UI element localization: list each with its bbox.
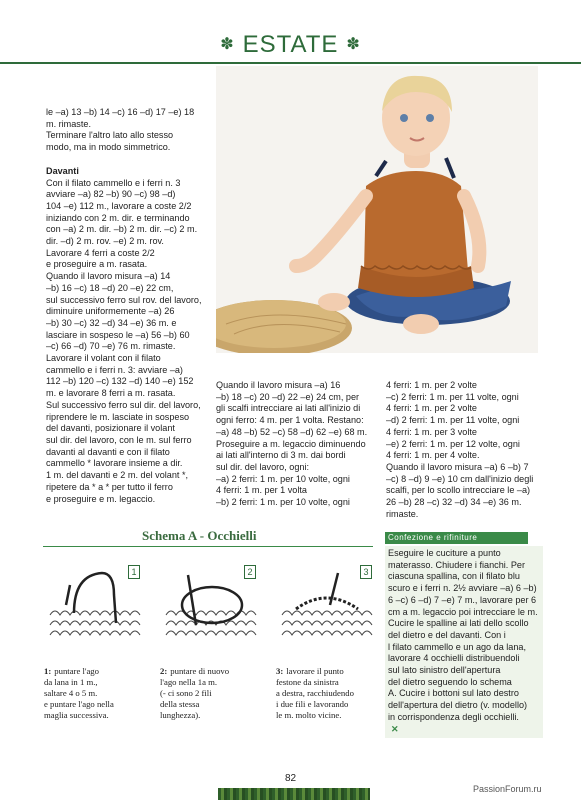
step-3-badge: 3	[360, 565, 372, 579]
text-line: –e) 2 ferri: 1 m. per 12 volte, ogni	[386, 438, 520, 449]
schema-divider	[43, 546, 373, 547]
text-line: cm a m. legaccio poi intrecciare le m.	[388, 606, 538, 617]
text-line: ripetere da * a * per tutto il ferro	[46, 481, 173, 492]
text-line: con –a) 2 m. dir. –b) 2 m. dir. –c) 2 m.	[46, 224, 198, 235]
watermark: PassionForum.ru	[473, 784, 542, 794]
text-line: Terminare l'altro lato allo stesso	[46, 130, 174, 141]
caption-first-line	[276, 666, 372, 677]
text-line: 4 ferri: 1 m. per 4 volte.	[386, 450, 480, 461]
text-line: –b) 18 –c) 20 –d) 22 –e) 24 cm, per	[216, 391, 360, 402]
text-line: Cucire le spalline ai lati dello scollo	[388, 618, 529, 629]
schema-step-1-diagram	[44, 565, 144, 645]
text-line: –b) 2 ferri: 1 m. per 10 volte, ogni	[216, 497, 350, 508]
schema-title: Schema A - Occhielli	[142, 528, 257, 543]
caption-line: della stessa	[160, 699, 200, 709]
caption-line: (- ci sono 2 fili	[160, 688, 212, 698]
text-column-1	[46, 107, 216, 505]
text-line: –d) 2 ferri: 1 m. per 11 volte, ogni	[386, 415, 520, 426]
text-line: 112 –b) 120 –c) 132 –d) 140 –e) 152	[46, 376, 194, 387]
baby-illustration	[216, 66, 538, 353]
caption-line: l'ago nella 1a m.	[160, 677, 218, 687]
header-divider	[0, 62, 581, 64]
text-line: Lavorare il volant con il filato	[46, 353, 161, 364]
text-line: sul dir. del lavoro, con le m. sul ferro	[46, 434, 192, 445]
text-line: –a) 2 ferri: 1 m. per 10 volte, ogni	[216, 473, 350, 484]
text-line: scuro e i ferri n. 2½ avviare –a) 6 –b)	[388, 583, 537, 594]
text-line: del davanti, posizionare il volant	[46, 423, 175, 434]
text-line: avviare –a) 82 –b) 90 –c) 98 –d)	[46, 189, 176, 200]
step-number-label: 1:	[44, 666, 52, 676]
text-line: Eseguire le cuciture a punto	[388, 548, 501, 558]
caption-line: lavorare il punto	[286, 666, 344, 676]
flower-ornament-icon: ✽	[346, 36, 361, 53]
text-line: A. Cucire i bottoni sul lato destro	[388, 688, 519, 699]
text-column-2	[216, 380, 386, 509]
caption-line: saltare 4 o 5 m.	[44, 688, 98, 698]
caption-line: da lana in 1 m.,	[44, 677, 98, 687]
text-line: sul lato sinistro dell'apertura	[388, 665, 501, 676]
step-number-label: 2:	[160, 666, 168, 676]
schema-step-2-diagram	[160, 565, 260, 645]
text-line: 4 ferri: 1 m. per 1 volta	[216, 485, 307, 496]
text-line: gli scalfi intrecciare ai lati all'inizio di	[216, 403, 361, 414]
caption-first-line	[160, 666, 256, 677]
text-line: 1 m. del davanti e 2 m. del volant *,	[46, 470, 189, 481]
text-line: e proseguire e m. legaccio.	[46, 493, 156, 504]
text-line: dell'apertura del dietro (v. modello)	[388, 700, 528, 711]
end-mark-icon: ✕	[391, 723, 399, 734]
text-line: 104 –e) 112 m., lavorare a coste 2/2	[46, 200, 192, 211]
caption-line: i due fili e lavorando	[276, 699, 349, 709]
text-line: 4 ferri: 1 m. per 2 volte	[386, 380, 477, 390]
text-line: del dietro e del davanti. Con i	[388, 629, 506, 640]
caption-first-line	[44, 666, 140, 677]
text-line: modo, ma in modo simmetrico.	[46, 142, 171, 153]
schema-step-1-caption	[44, 666, 140, 721]
text-line: scalfi, per lo scollo intrecciare le –a)	[386, 485, 531, 496]
text-line: –c) 8 –d) 9 –e) 10 cm dall'inizio degli	[386, 473, 534, 484]
caption-line: puntare l'ago	[54, 666, 99, 676]
text-line: Quando il lavoro misura –a) 6 –b) 7	[386, 461, 529, 472]
text-line: sul dir. del lavoro, ogni:	[216, 461, 310, 472]
schema-step-3-caption	[276, 666, 372, 721]
text-line: –c) 66 –d) 70 –e) 76 m. rimaste.	[46, 341, 176, 352]
page-header	[0, 31, 581, 59]
text-line: del dietro seguendo lo schema	[388, 676, 512, 687]
text-line: davanti al davanti e con il filato	[46, 446, 170, 457]
schema-step-3-diagram	[276, 565, 376, 645]
text-line: lasciare in sospeso le –a) 56 –b) 60	[46, 329, 190, 340]
step-1-badge: 1	[128, 565, 140, 579]
text-line: Proseguire a m. legaccio diminuendo	[216, 438, 366, 449]
text-line: 4 ferri: 1 m. per 2 volte	[386, 403, 477, 414]
text-line: ciascuna spallina, con il filato blu	[388, 571, 520, 582]
flower-ornament-icon: ✽	[220, 36, 235, 53]
text-line: Sul successivo ferro sul dir. del lavoro,	[46, 399, 201, 410]
text-line: –b) 30 –c) 32 –d) 34 –e) 36 m. e	[46, 317, 177, 328]
caption-line: puntare di nuovo	[170, 666, 230, 676]
text-line: ogni ferro: 4 m. per 1 volta. Restano:	[216, 415, 364, 426]
text-line: –a) 48 –b) 52 –c) 58 –d) 62 –e) 68 m.	[216, 426, 368, 437]
text-line: m. e lavorare 8 ferri a m. rasata.	[46, 388, 176, 399]
text-line: –c) 2 ferri: 1 m. per 11 volte, ogni	[386, 391, 519, 402]
text-line: cammello * lavorare insieme a dir.	[46, 458, 183, 469]
text-line: lavorare 4 occhielli distribuendoli	[388, 653, 520, 664]
text-line: 4 ferri: 1 m. per 3 volte	[386, 426, 477, 437]
caption-line: le m. molto vicine.	[276, 710, 342, 720]
text-line: Lavorare 4 ferri a coste 2/2	[46, 247, 155, 258]
page-number: 82	[284, 773, 297, 784]
caption-line: maglia successiva.	[44, 710, 109, 720]
text-column-3	[386, 380, 546, 520]
text-line: in corrispondenza degli occhielli.	[388, 711, 519, 722]
section-title: ESTATE	[242, 31, 339, 58]
text-line: rimaste.	[386, 508, 419, 519]
step-2-badge: 2	[244, 565, 256, 579]
step-number-label: 3:	[276, 666, 284, 676]
davanti-body	[46, 178, 216, 506]
text-line: –b) 16 –c) 18 –d) 20 –e) 22 cm,	[46, 282, 174, 293]
davanti-heading: Davanti	[46, 165, 79, 176]
text-line: m. rimaste.	[46, 118, 91, 129]
text-line: sul successivo ferro sul rov. del lavoro,	[46, 294, 202, 305]
text-line: le –a) 13 –b) 14 –c) 16 –d) 17 –e) 18	[46, 107, 195, 117]
knit-texture-strip	[218, 788, 370, 800]
text-line: dir. –d) 2 m. rov. –e) 2 m. rov.	[46, 236, 164, 247]
text-line: 26 –b) 28 –c) 32 –d) 34 –e) 36 m.	[386, 497, 522, 508]
text-line: iniziando con 2 m. dir. e terminando	[46, 212, 190, 223]
text-line: l filato cammello e un ago da lana,	[388, 641, 527, 652]
text-line: Quando il lavoro misura –a) 16	[216, 380, 341, 390]
caption-line: lunghezza).	[160, 710, 201, 720]
text-line: diminuire uniformemente –a) 26	[46, 306, 175, 317]
text-line: 6 –c) 6 –d) 7 –e) 7 m., lavorare per 6	[388, 594, 537, 605]
text-line: Con il filato cammello e i ferri n. 3	[46, 177, 181, 188]
caption-line: e puntare l'ago nella	[44, 699, 114, 709]
caption-line: festone da sinistra	[276, 677, 339, 687]
text-line: ai lati all'interno di 3 m. dai bordi	[216, 450, 346, 461]
caption-line: a destra, racchiudendo	[276, 688, 354, 698]
text-line: materasso. Chiudere i fianchi. Per	[388, 559, 525, 570]
text-line: Quando il lavoro misura –a) 14	[46, 271, 171, 282]
text-line: cammello e i ferri n. 3: avviare –a)	[46, 364, 183, 375]
baby-photo	[216, 66, 538, 353]
schema-step-2-caption	[160, 666, 256, 721]
text-line: riprendere le m. lasciate in sospeso	[46, 411, 190, 422]
confezione-body	[385, 546, 543, 738]
confezione-heading: Confezione e rifiniture	[385, 532, 528, 544]
text-line: e proseguire a m. rasata.	[46, 259, 148, 270]
